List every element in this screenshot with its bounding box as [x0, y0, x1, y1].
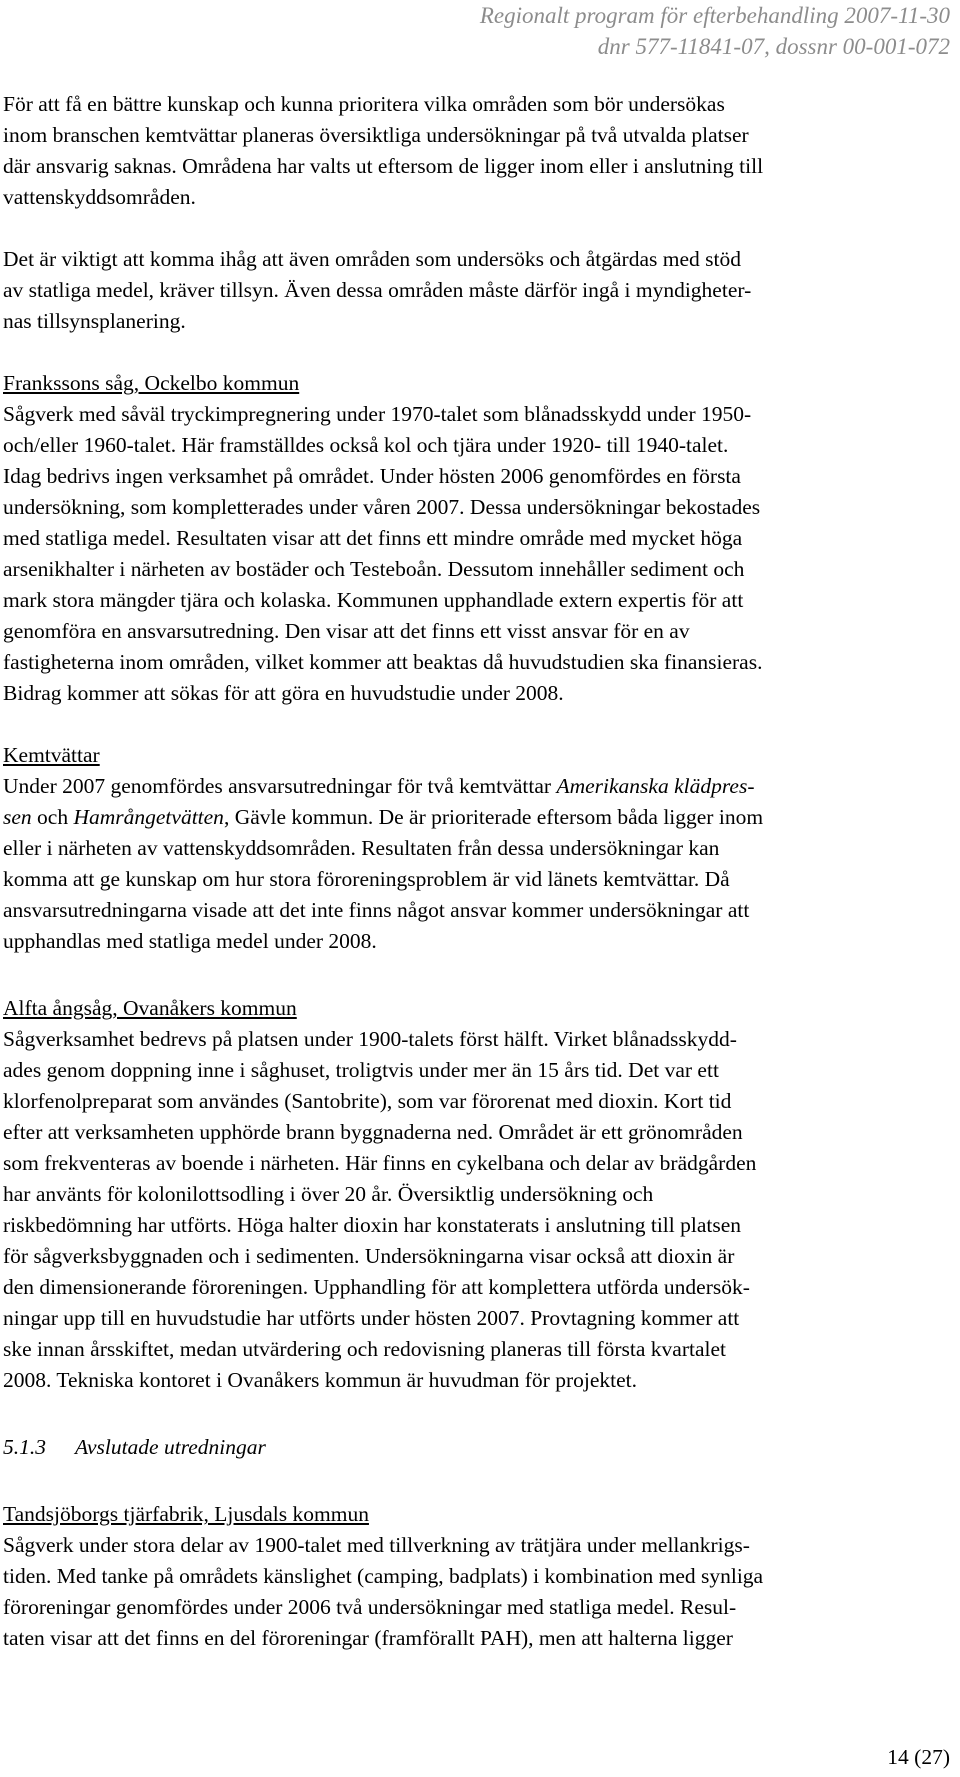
alfta-heading: Alfta ångsåg, Ovanåkers kommun [3, 996, 297, 1020]
alfta-paragraph: Sågverksamhet bedrevs på platsen under 1900-talets först hälft. Virket blånadsskydd- ades genom doppning inne i såghuset, troligtvis under mer än 15 års tid. Det var ett klorfenolpreparat som användes (Santobrite), som var förorenat med dioxin. Kort tid efter att verksamheten upphörde brann byggnaderna ned. Området är ett grönområden som frekventeras av boende i närheten. Här finns en cykelbana och delar av brädgården har använts för kolonilottsodling i över 20 år. Översiktlig undersökning och riskbedömning har utförts. Höga halter dioxin har konstaterats i anslutning till platsen för sågverksbyggnaden och i sedimenten. Undersökningarna visar också att dioxin är den dimensionerande föroreningen. Upphandling för att komplettera utförda undersök- ningar upp till en huvudstudie har utförts under hösten 2007. Provtagning kommer att ske innan årsskiftet, medan utvärdering och redovisning planeras till första kvartalet 2008. Tekniska kontoret i Ovanåkers kommun är huvudman för projektet. [3, 1027, 757, 1392]
tandsjoborg-paragraph: Sågverk under stora delar av 1900-talet med tillverkning av trätjära under mellankrigs- tiden. Med tanke på områdets känslighet (camping, badplats) i kombination med synliga föroreningar genomfördes under 2006 två undersökningar med statliga medel. Resul- taten visar att det finns en del föroreningar (framförallt PAH), men att halterna ligger [3, 1533, 764, 1650]
section-heading [3, 1432, 953, 1463]
intro-paragraph-2: Det är viktigt att komma ihåg att även områden som undersöks och åtgärdas med stöd av statliga medel, kräver tillsyn. Även dessa områden måste därför ingå i myndigheter- nas tillsynsplanering. [3, 247, 752, 333]
page-number: 14 (27) [887, 1745, 950, 1769]
kemtvattar-heading: Kemtvättar [3, 743, 100, 767]
franksson-paragraph: Sågverk med såväl tryckimpregnering under 1970-talet som blånadsskydd under 1950- och/eller 1960-talet. Här framställdes också kol och tjära under 1920- till 1940-talet. Idag bedrivs ingen verksamhet på området. Under hösten 2006 genomfördes en första undersökning, som kompletterades under våren 2007. Dessa undersökningar bekostades med statliga medel. Resultaten visar att det finns ett mindre område med mycket höga arsenikhalter i närheten av bostäder och Testeboån. Dessutom innehåller sediment och mark stora mängder tjära och kolaska. Kommunen upphandlade extern expertis för att genomföra en ansvarsutredning. Den visar att det finns ett visst ansvar för en av fastigheterna inom områden, vilket kommer att beaktas då huvudstudien ska finansieras. Bidrag kommer att sökas för att göra en huvudstudie under 2008. [3, 402, 763, 705]
intro-paragraph-1: För att få en bättre kunskap och kunna prioritera vilka områden som bör undersökas inom branschen kemtvättar planeras översiktliga undersökningar på två utvalda platser där ansvarig saknas. Områdena har valts ut eftersom de ligger inom eller i anslutning till vattenskyddsområden. [3, 92, 764, 209]
header-line-2: dnr 577-11841-07, dossnr 00-001-072 [597, 34, 950, 59]
section-title: Avslutade utredningar [75, 1435, 266, 1459]
franksson-heading: Frankssons såg, Ockelbo kommun [3, 371, 300, 395]
tandsjoborg-heading: Tandsjöborgs tjärfabrik, Ljusdals kommun [3, 1502, 369, 1526]
header-line-1: Regionalt program för efterbehandling 2007-11-30 [479, 3, 950, 28]
running-header [480, 0, 950, 62]
section-number: 5.1.3 [3, 1435, 46, 1459]
document-body [3, 89, 953, 1654]
kemtvattar-paragraph: Under 2007 genomfördes ansvarsutredningar för två kemtvättar Amerikanska klädpres- sen och Hamrångetvätten, Gävle kommun. De är prioriterade eftersom båda ligger inom eller i närheten av vattenskyddsområden. Resultaten från dessa undersökningar kan komma att ge kunskap om hur stora föroreningsproblem är vid länets kemtvättar. Då ansvarsutredningarna visade att det inte finns något ansvar kommer undersökningar att upphandlas med statliga medel under 2008. [3, 774, 764, 953]
